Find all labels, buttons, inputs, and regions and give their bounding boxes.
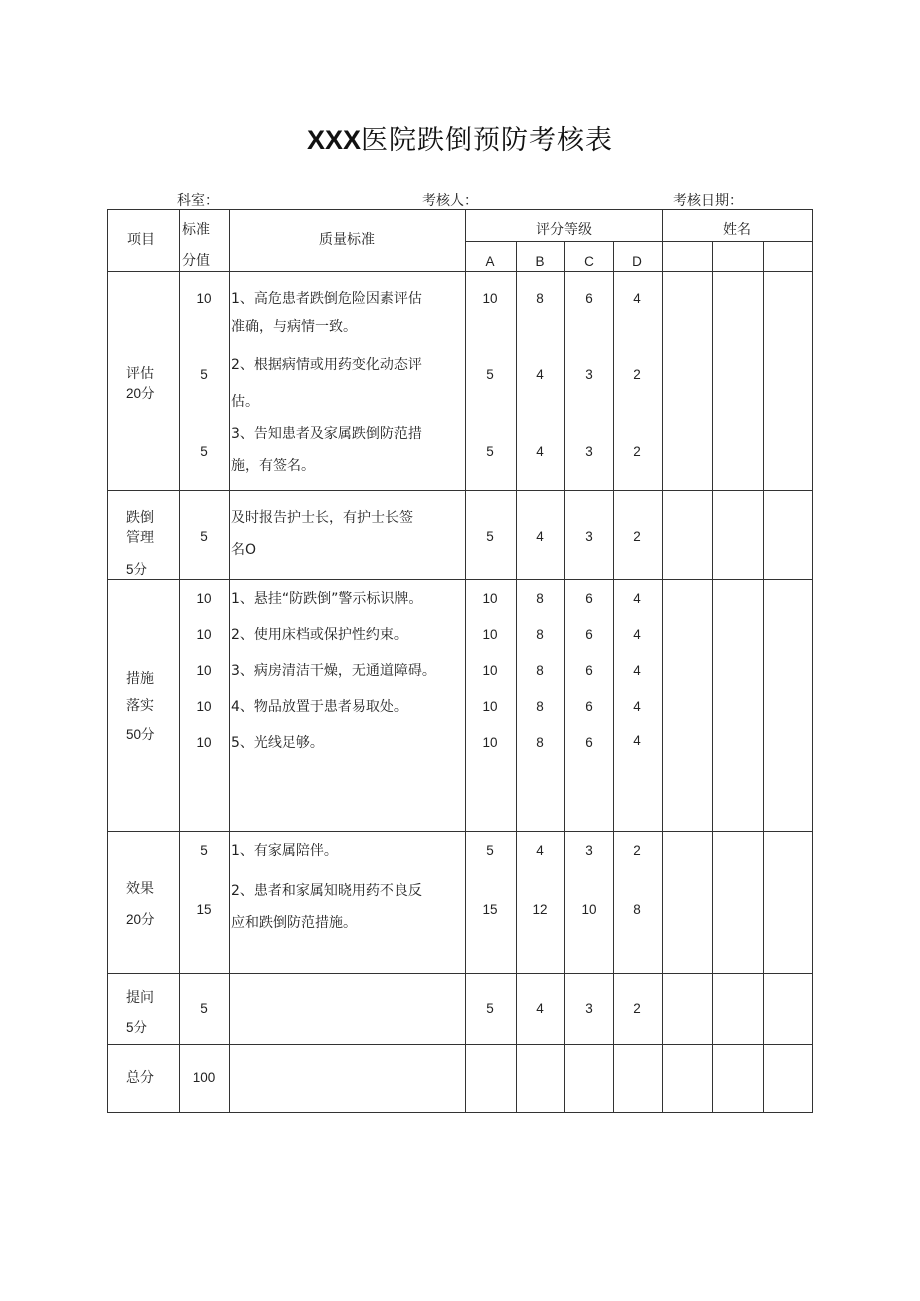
grade-value-c: 10 [581,902,597,917]
standard-score: 5 [200,843,208,858]
section-label-line: 20分 [126,386,155,401]
grade-value-a: 10 [482,291,498,306]
criteria-text-line: 5、光线足够。 [231,735,324,751]
standard-score: 10 [196,627,212,642]
criteria-text-line: 及时报告护士长，有护士长签 [231,510,413,526]
grade-value-c: 3 [585,367,593,382]
grade-value-b: 8 [536,735,544,750]
criteria-text-line: 3、病房清洁干燥，无通道障碍。 [231,663,436,679]
row-separator [107,271,813,272]
criteria-text-line: 准确，与病情一致。 [231,319,357,335]
header-subdivider [465,241,813,242]
grade-value-a: 10 [482,699,498,714]
grade-value-d: 4 [633,627,641,642]
section-label-line: 跌倒 [126,510,154,526]
grade-value-c: 6 [585,627,593,642]
criteria-text-line: 3、告知患者及家属跌倒防范措 [231,426,422,442]
section-label-line: 效果 [126,881,154,897]
table-border-top [107,209,813,210]
header-score-line1: 标准 [182,222,210,238]
section-label-line: 20分 [126,912,155,927]
grade-value-c: 3 [585,843,593,858]
standard-score: 10 [196,699,212,714]
grade-value-b: 12 [532,902,548,917]
criteria-text-line: 2、根据病情或用药变化动态评 [231,357,422,373]
dept-field-label: 科室： [177,193,219,209]
criteria-text-line: 名O [231,542,257,558]
criteria-text-line: 应和跌倒防范措施。 [231,915,357,931]
criteria-text-line: 估。 [231,394,259,410]
standard-score: 100 [192,1070,216,1085]
grade-value-d: 4 [633,699,641,714]
header-grade-c: C [584,254,594,269]
examiner-field-label: 考核人： [422,193,478,209]
grade-value-b: 4 [536,843,544,858]
criteria-text-line: 4、物品放置于患者易取处。 [231,699,408,715]
column-divider [763,241,764,1113]
column-divider [107,209,108,1113]
grade-value-b: 4 [536,367,544,382]
header-grade: 评分等级 [536,222,592,238]
grade-value-a: 10 [482,627,498,642]
grade-value-b: 8 [536,591,544,606]
section-label-line: 落实 [126,698,154,714]
grade-value-a: 5 [486,529,494,544]
grade-value-b: 8 [536,699,544,714]
row-separator [107,973,813,974]
grade-value-d: 2 [633,529,641,544]
column-divider [229,209,230,1113]
criteria-text-line: 1、悬挂“防跌倒”警示标识牌。 [231,591,423,607]
standard-score: 10 [196,291,212,306]
grade-value-c: 6 [585,699,593,714]
column-divider [465,209,466,1113]
grade-value-b: 4 [536,529,544,544]
section-label-line: 措施 [126,671,154,687]
title-main: 医院跌倒预防考核表 [361,125,614,156]
criteria-text-line: 1、高危患者跌倒危险因素评估 [231,291,422,307]
row-separator [107,579,813,580]
page-title [0,118,920,157]
grade-value-a: 10 [482,591,498,606]
grade-value-b: 8 [536,627,544,642]
section-label-line: 5分 [126,562,148,577]
grade-value-d: 2 [633,1001,641,1016]
header-grade-b: B [535,254,545,269]
criteria-text-line: 2、患者和家属知晓用药不良反 [231,883,422,899]
header-score-line2: 分值 [182,253,210,269]
column-divider [564,241,565,1113]
grade-value-c: 3 [585,529,593,544]
grade-value-d: 2 [633,367,641,382]
grade-value-c: 3 [585,1001,593,1016]
section-label-line: 管理 [126,530,154,546]
standard-score: 15 [196,902,212,917]
table-border-bottom [107,1112,813,1113]
header-criteria: 质量标准 [319,232,375,248]
grade-value-c: 6 [585,663,593,678]
standard-score: 10 [196,735,212,750]
grade-value-b: 8 [536,663,544,678]
grade-value-d: 4 [633,291,641,306]
grade-value-b: 4 [536,1001,544,1016]
criteria-text-line: 施，有签名。 [231,458,315,474]
standard-score: 5 [200,367,208,382]
section-label-line: 50分 [126,727,155,742]
column-divider [662,209,663,1113]
grade-value-d: 8 [633,902,641,917]
criteria-text-line: 2、使用床档或保护性约束。 [231,627,408,643]
grade-value-b: 8 [536,291,544,306]
row-separator [107,1044,813,1045]
grade-value-d: 2 [633,444,641,459]
section-label-line: 5分 [126,1020,148,1035]
grade-value-a: 10 [482,735,498,750]
grade-value-c: 6 [585,591,593,606]
column-divider [613,241,614,1113]
grade-value-d: 2 [633,843,641,858]
column-divider [179,209,180,1113]
grade-value-b: 4 [536,444,544,459]
grade-value-a: 15 [482,902,498,917]
title-prefix: XXX [306,125,362,155]
grade-value-a: 5 [486,367,494,382]
row-separator [107,831,813,832]
grade-value-a: 10 [482,663,498,678]
grade-value-d: 4 [633,733,641,748]
standard-score: 5 [200,529,208,544]
column-divider [712,241,713,1113]
section-label-line: 提问 [126,990,154,1006]
section-label-line: 总分 [126,1070,154,1086]
grade-value-a: 5 [486,843,494,858]
grade-value-c: 6 [585,735,593,750]
header-item: 项目 [127,232,155,248]
grade-value-a: 5 [486,444,494,459]
grade-value-a: 5 [486,1001,494,1016]
header-grade-a: A [485,254,495,269]
grade-value-d: 4 [633,663,641,678]
grade-value-d: 4 [633,591,641,606]
standard-score: 5 [200,1001,208,1016]
column-divider [516,241,517,1113]
standard-score: 10 [196,591,212,606]
date-field-label: 考核日期： [673,193,743,209]
section-label-line: 评估 [126,366,154,382]
grade-value-c: 3 [585,444,593,459]
header-name: 姓名 [723,222,751,238]
column-divider [812,209,813,1113]
grade-value-c: 6 [585,291,593,306]
criteria-text-line: 1、有家属陪伴。 [231,843,338,859]
header-grade-d: D [632,254,642,269]
standard-score: 10 [196,663,212,678]
row-separator [107,490,813,491]
standard-score: 5 [200,444,208,459]
